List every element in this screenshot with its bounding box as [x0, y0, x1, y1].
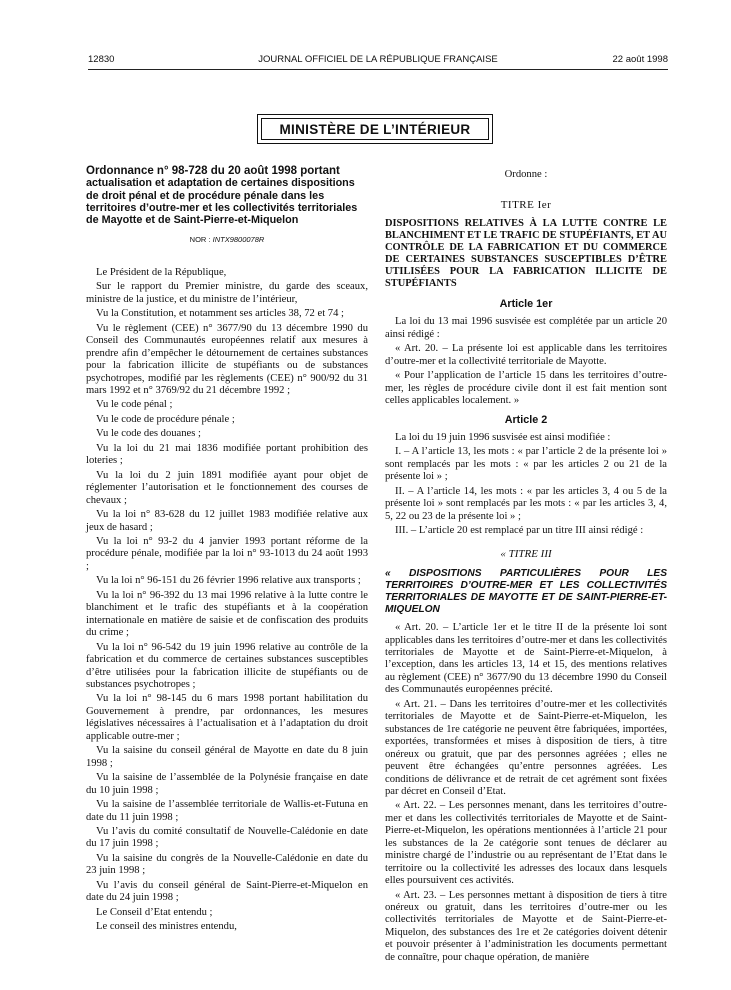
ministry-title: MINISTÈRE DE L’INTÉRIEUR — [261, 118, 489, 140]
visa-paragraph: Vu la loi n° 96-392 du 13 mai 1996 relative à la lutte contre le blanchiment et le trafic des stupéfiants et à la coopération internationale en matière de saisie et de confiscation des produits du crime ; — [86, 589, 368, 639]
article-paragraph: « Art. 20. – L’article 1er et le titre II de la présente loi sont applicables dans les territoires d’outre-mer et dans les collectivités territoriales de Mayotte et de Saint-Pierre-et-Miquelon, à l’exception, dans les articles 13, 14 et 15, des mentions relatives au règlement (CEE) n° 3677/90 du 13 décembre 1990 du Conseil des Communautés européennes précité. — [385, 622, 667, 696]
visa-paragraph: Vu la Constitution, et notamment ses articles 38, 72 et 74 ; — [96, 308, 344, 320]
article-paragraph: La loi du 13 mai 1996 susvisée est complétée par un article 20 ainsi rédigé : — [385, 316, 667, 340]
left-column — [86, 165, 368, 936]
visa-paragraph: Vu la saisine de l’assemblée territoriale de Wallis-et-Futuna en date du 11 juin 1998 ; — [86, 799, 368, 823]
visa-paragraph: Le Conseil d’Etat entendu ; — [96, 906, 213, 918]
article-paragraph: I. – A l’article 13, les mots : « par l’article 2 de la présente loi » sont remplacés par les mots : « par les articles 2 ou 21 de la présente loi » ; — [385, 446, 667, 483]
visa-paragraph: Vu le règlement (CEE) n° 3677/90 du 13 décembre 1990 du Conseil des Communautés européennes relatif aux mesures à prendre afin d’empêcher le détournement de certaines substances pour la fabrication illicite de stupéfiants ou de substances psychotropes, modifié par les règlements (CEE) n° 900/92 du 31 mars 1992 et n° 3769/92 du 21 décembre 1992 ; — [86, 322, 368, 397]
visa-paragraph: Vu la loi du 2 juin 1891 modifiée ayant pour objet de réglementer l’autorisation et le fonctionnement des courses de chevaux ; — [86, 469, 368, 506]
ordonnance-title-rest: actualisation et adaptation de certaines dispositions de droit pénal et de procédure pénale dans les territoires d’outre-mer et les collectivités territoriales de Mayotte et de Saint-Pierre-et-Miquelon — [86, 177, 358, 227]
article-paragraph: « Art. 21. – Dans les territoires d’outre-mer et les collectivités territoriales de Mayotte et de Saint-Pierre-et-Miquelon, les substances de 1re catégorie ne peuvent être fabriquées, importées, exportées, transformées et mises à disposition de tiers, à titre onéreux ou gratuit, que par des personnes agréées ; elles ne peuvent être échangées qu’entre personnes agréées. Les conditions de délivrance et de retrait de cet agrément sont fixées par décret en Conseil d’Etat. — [385, 698, 667, 797]
visa-paragraph: Vu la saisine de l’assemblée de la Polynésie française en date du 10 juin 1998 ; — [86, 772, 368, 796]
titre-3-heading: « TITRE III — [500, 547, 552, 560]
article-paragraph: III. – L’article 20 est remplacé par un titre III ainsi rédigé : — [395, 525, 644, 537]
ordonnance-title — [86, 165, 368, 226]
visa-paragraph: Vu la saisine du conseil général de Mayotte en date du 8 juin 1998 ; — [86, 745, 368, 769]
article-2-heading: Article 2 — [504, 413, 548, 426]
visa-paragraph: Vu l’avis du comité consultatif de Nouvelle-Calédonie en date du 17 juin 1998 ; — [86, 825, 368, 850]
ordonne-line: Ordonne : — [504, 169, 548, 180]
visa-paragraph: Vu le code pénal ; — [96, 399, 173, 411]
visa-paragraph: Vu la loi n° 96-151 du 26 février 1996 relative aux transports ; — [96, 575, 361, 587]
page-number: 12830 — [88, 54, 115, 65]
header-rule — [88, 69, 668, 70]
visa-paragraph: Sur le rapport du Premier ministre, du garde des sceaux, ministre de la justice, et du ministre de l’intérieur, — [86, 281, 368, 305]
page-header — [88, 54, 668, 68]
dispositions-particulieres-title: « DISPOSITIONS PARTICULIÈRES POUR LES TERRITOIRES D’OUTRE-MER ET LES COLLECTIVITÉS TERRITORIALES DE MAYOTTE ET DE SAINT-PIERRE-ET-MIQUELON — [385, 568, 667, 616]
article-paragraph: II. – A l’article 14, les mots : « par les articles 3, 4 ou 5 de la présente loi » sont remplacés par les mots : « par les articles 3, 4, 5, 22 ou 23 de la présente loi » ; — [385, 485, 667, 522]
article-paragraph: « Art. 22. – Les personnes menant, dans les territoires d’outre-mer et dans les collectivités territoriales de Mayotte et de Saint-Pierre-et-Miquelon, les opérations mentionnées à l’article 21 pour les substances de la 2e catégorie sont tenues de déclarer au ministre chargé de l’industrie ou au représentant de l’Etat dans le territoire ou la collectivité les adresses des locaux dans lesquels elles poursuivent ces activités. — [385, 800, 667, 887]
nor-reference — [86, 234, 368, 246]
nor-code: INTX9800078R — [212, 235, 265, 245]
article-paragraph: « Pour l’application de l’article 15 dans les territoires d’outre-mer, les règles de procédure civile dont il est fait mention sont celles applicables localement. » — [385, 370, 667, 407]
dispositions-title: DISPOSITIONS RELATIVES À LA LUTTE CONTRE LE BLANCHIMENT ET LE TRAFIC DE STUPÉFIANTS, ET AU CONTRÔLE DE LA FABRICATION ET DU COMMERCE DE CERTAINES SUBSTANCES SUSCEPTIBLES D’ÊTRE UTILISÉES POUR LA FABRICATION ILLICITE DE STUPÉFIANTS — [385, 217, 667, 289]
titre-1-heading: TITRE Ier — [500, 199, 552, 212]
visa-paragraph: Vu la loi n° 96-542 du 19 juin 1996 relative au contrôle de la fabrication et du commerce de certaines substances susceptibles d’être utilisées pour la fabrication illicite de stupéfiants ou de substances psychotropes ; — [86, 641, 368, 690]
article-paragraph: « Art. 23. – Les personnes mettant à disposition de tiers à titre onéreux ou gratuit, dans les territoires d’outre-mer ou les collectivités territoriales de Mayotte et de Saint-Pierre-et-Miquelon, des substances des 1re et 2e catégories doivent détenir et pouvoir présenter à l’administration les documents permettant de connaître, pour chaque opération, de manière — [385, 889, 667, 963]
visa-paragraph: Vu la loi n° 83-628 du 12 juillet 1983 modifiée relative aux jeux de hasard ; — [86, 509, 368, 533]
issue-date: 22 août 1998 — [612, 54, 668, 65]
ministry-box — [257, 114, 493, 144]
visa-paragraph: Vu la saisine du congrès de la Nouvelle-Calédonie en date du 23 juin 1998 ; — [86, 852, 368, 877]
visa-paragraph: Vu l’avis du conseil général de Saint-Pierre-et-Miquelon en date du 24 juin 1998 ; — [86, 879, 368, 904]
nor-label: NOR : — [189, 235, 211, 245]
visa-paragraph: Vu le code des douanes ; — [96, 428, 201, 440]
right-column — [385, 165, 667, 966]
visa-paragraph: Vu le code de procédure pénale ; — [96, 413, 235, 425]
article-paragraph: « Art. 20. – La présente loi est applicable dans les territoires d’outre-mer et la collectivité territoriale de Mayotte. — [385, 343, 667, 367]
visa-paragraph: Le Président de la République, — [96, 266, 227, 278]
visa-paragraph: Vu la loi du 21 mai 1836 modifiée portant prohibition des loteries ; — [86, 442, 368, 467]
visa-paragraph: Le conseil des ministres entendu, — [96, 921, 237, 933]
journal-title: JOURNAL OFFICIEL DE LA RÉPUBLIQUE FRANÇAISE — [258, 54, 498, 65]
visa-paragraph: Vu la loi n° 93-2 du 4 janvier 1993 portant réforme de la procédure pénale, modifiée par la loi n° 93-1013 du 24 août 1993 ; — [86, 536, 368, 572]
article-1-heading: Article 1er — [499, 297, 553, 310]
article-paragraph: La loi du 19 juin 1996 susvisée est ainsi modifiée : — [395, 431, 611, 443]
ordonnance-title-first: Ordonnance n° 98-728 du 20 août 1998 portant — [86, 165, 340, 177]
visa-paragraph: Vu la loi n° 98-145 du 6 mars 1998 portant habilitation du Gouvernement à prendre, par ordonnances, les mesures législatives nécessaires à l’actualisation et à l’adaptation du droit applicable outre-mer ; — [86, 693, 368, 742]
